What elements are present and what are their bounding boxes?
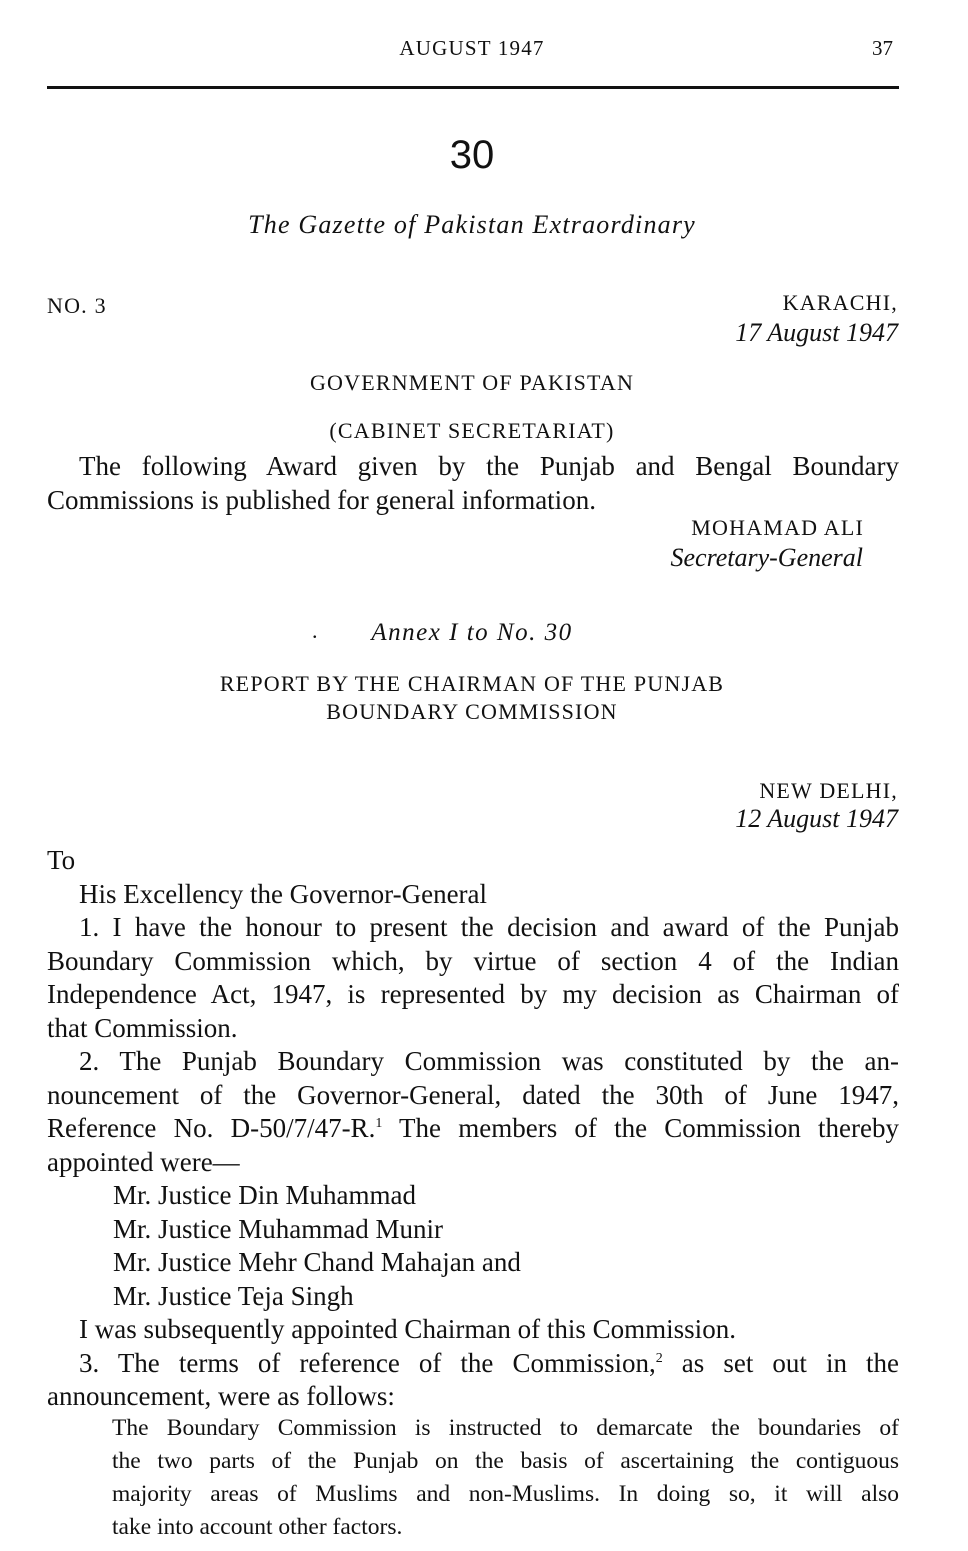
member-name: Mr. Justice Mehr Chand Mahajan and	[113, 1247, 521, 1277]
paragraph-2-line: 2. The Punjab Boundary Commission was constituted by the an-	[79, 1046, 899, 1076]
paragraph-3-line: announcement, were as follows:	[47, 1381, 395, 1411]
paragraph-2-line: appointed were—	[47, 1146, 240, 1177]
report-title-line-2: BOUNDARY COMMISSION	[326, 699, 618, 724]
member-name: Mr. Justice Teja Singh	[113, 1280, 354, 1311]
terms-of-reference-quote	[112, 1412, 899, 1544]
notice-paragraph	[47, 450, 899, 517]
running-title: AUGUST 1947	[399, 36, 545, 60]
notice-line-2: Commissions is published for general information.	[47, 484, 596, 515]
notice-line-1: The following Award given by the Punjab and Bengal Boundary	[79, 451, 899, 481]
signatory-title-text: Secretary-General	[670, 543, 863, 572]
quote-line: The Boundary Commission is instructed to demarcate the boundaries of	[112, 1415, 899, 1441]
gazette-title	[0, 210, 944, 240]
signatory-title	[670, 543, 863, 573]
paragraph-2-line: nouncement of the Governor-General, dated the 30th of June 1947,	[47, 1079, 899, 1110]
date-karachi	[735, 318, 898, 348]
member-name: Mr. Justice Muhammad Munir	[113, 1213, 443, 1244]
place-karachi: KARACHI,	[782, 290, 898, 315]
date-new-delhi	[735, 804, 898, 834]
date-new-delhi-text: 12 August 1947	[735, 804, 898, 833]
paragraph-3-rest: as set out in the	[662, 1347, 899, 1378]
signatory-name: MOHAMAD ALI	[691, 515, 864, 540]
paragraph-1-line: Boundary Commission which, by virtue of section 4 of the Indian	[47, 945, 899, 976]
salutation-to: To	[47, 845, 76, 875]
paragraph-3-line	[47, 1347, 899, 1381]
paragraph-1-line: Independence Act, 1947, is represented by my decision as Chairman of	[47, 979, 899, 1009]
department-heading: (CABINET SECRETARIAT)	[329, 418, 615, 443]
date-karachi-text: 17 August 1947	[735, 318, 898, 347]
footnote-marker[interactable]: 1	[375, 1116, 383, 1131]
letter-body	[47, 844, 899, 1414]
addressee: His Excellency the Governor-General	[79, 878, 488, 909]
paragraph-1-line: 1. I have the honour to present the decision and award of the Punjab	[79, 912, 899, 942]
footnote-marker[interactable]: 2	[655, 1350, 663, 1366]
paragraph-3-intro: 3. The terms of reference of the Commission,	[79, 1347, 656, 1378]
quote-line: take into account other factors.	[112, 1514, 403, 1540]
paragraph-2-line	[47, 1112, 899, 1146]
annex-title-text: Annex I to No. 30	[371, 619, 573, 646]
member-name: Mr. Justice Din Muhammad	[113, 1180, 416, 1210]
annex-title	[0, 619, 944, 647]
page-number: 37	[872, 36, 893, 60]
quote-line: the two parts of the Punjab on the basis of ascertaining the contiguous	[112, 1448, 899, 1474]
paragraph-1-line: that Commission.	[47, 1012, 238, 1043]
paragraph-2-members-text: The members of the Commission thereby	[382, 1113, 899, 1143]
issue-number: NO. 3	[47, 293, 107, 318]
document-number: 30	[449, 133, 495, 177]
quote-line: majority areas of Muslims and non-Muslims. In doing so, it will also	[112, 1481, 899, 1507]
place-new-delhi: NEW DELHI,	[759, 778, 898, 803]
report-title-line-1: REPORT BY THE CHAIRMAN OF THE PUNJAB	[219, 671, 725, 696]
chairman-line: I was subsequently appointed Chairman of this Commission.	[79, 1314, 736, 1344]
header-rule	[47, 86, 899, 89]
gazette-title-text: The Gazette of Pakistan Extraordinary	[248, 210, 696, 239]
annex-marker: .	[312, 618, 318, 643]
paragraph-2-ref: Reference No. D-50/7/47-R.	[47, 1113, 376, 1143]
government-heading: GOVERNMENT OF PAKISTAN	[309, 370, 635, 395]
